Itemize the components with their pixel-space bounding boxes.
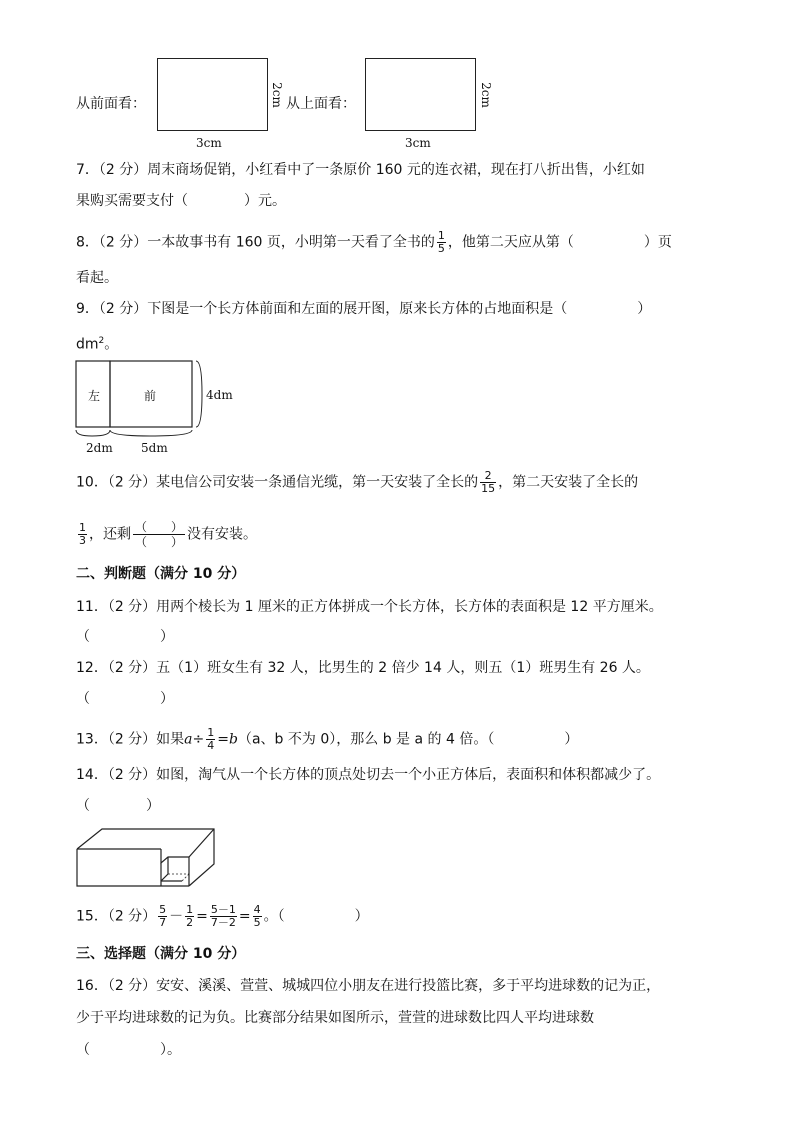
top-view-rectangle — [365, 58, 476, 131]
q15-fraction-3: $\frac{5-1}{7-2}$ — [210, 903, 236, 929]
q10-answer-blank[interactable]: （ ） （ ） — [135, 520, 184, 549]
q9-front-width-label: 5dm — [141, 441, 168, 455]
q8-text-b: ，他第二天应从第（ ）页 — [447, 234, 672, 251]
q9-front-face-label: 前 — [144, 389, 157, 403]
q12-answer-blank[interactable]: （ ） — [76, 691, 174, 707]
q12-line1: 12．（2 分）五（1）班女生有 32 人，比男生的 2 倍少 14 人，则五（1）班男生有 26 人。 — [76, 660, 650, 676]
q15-fraction-1: $\frac{5}{7}$ — [159, 903, 167, 929]
q9-left-width-label: 2dm — [86, 441, 113, 455]
q16-line2: 少于平均进球数的记为负。比赛部分结果如图所示，萱萱的进球数比四人平均进球数 — [76, 1010, 594, 1026]
q16-line1: 16．（2 分）安安、溪溪、萱萱、城城四位小朋友在进行投篮比赛，多于平均进球数的记为正， — [76, 978, 661, 994]
top-view-width-label: 3cm — [405, 136, 431, 150]
q8-line2: 看起。 — [76, 270, 118, 286]
q14-cuboid-figure — [74, 826, 224, 890]
q9-height-label: 4dm — [206, 388, 233, 402]
q14-answer-blank[interactable]: （ ） — [76, 798, 160, 814]
q8-line1 — [76, 230, 672, 255]
q9-left-face-label: 左 — [88, 389, 101, 403]
front-view-label: 从前面看： — [76, 96, 146, 112]
front-view-width-label: 3cm — [196, 136, 222, 150]
q16-answer-blank[interactable]: （ ）。 — [76, 1042, 181, 1058]
q10-fraction-2: $\frac{1}{3}$ — [79, 521, 86, 547]
q15-line: 15．（2 分） $\frac{5}{7}$ － $\frac{1}{2}$ = $\frac{5-1}{7-2}$ = $\frac{4}{5}$ 。（ ） — [76, 903, 369, 929]
q15-fraction-2: $\frac{1}{2}$ — [186, 903, 194, 929]
q14-line1: 14．（2 分）如图，淘气从一个长方体的顶点处切去一个小正方体后，表面积和体积都减少了。 — [76, 767, 661, 783]
top-view-height-label: 2cm — [478, 82, 493, 108]
q8-fraction: $\frac{1}{5}$ — [437, 229, 445, 255]
q15-fraction-4: $\frac{4}{5}$ — [253, 903, 261, 929]
q10-line2: $\frac{1}{3}$ ，还剩 （ ） （ ） 没有安装。 — [79, 520, 258, 549]
front-view-height-label: 2cm — [269, 82, 284, 108]
section-3-heading: 三、选择题（满分 10 分） — [76, 946, 246, 962]
front-view-rectangle — [157, 58, 268, 131]
q9-line1: 9．（2 分）下图是一个长方体前面和左面的展开图，原来长方体的占地面积是（ ） — [76, 301, 652, 317]
q11-answer-blank[interactable]: （ ） — [76, 629, 174, 645]
q10-line1: 10．（2 分）某电信公司安装一条通信光缆，第一天安装了全长的 $\frac{2}{15}$ ，第二天安装了全长的 — [76, 469, 639, 495]
q13-line: 13．（2 分）如果a÷ $\frac{1}{4}$ =b（a、b 不为 0），那么 b 是 a 的 4 倍。（ ） — [76, 726, 579, 752]
top-view-label: 从上面看： — [286, 96, 356, 112]
q13-fraction: $\frac{1}{4}$ — [207, 726, 215, 752]
q10-fraction-1: $\frac{2}{15}$ — [481, 469, 496, 495]
q8-text-a: 8．（2 分）一本故事书有 160 页，小明第一天看了全书的 — [76, 234, 435, 251]
q11-line1: 11．（2 分）用两个棱长为 1 厘米的正方体拼成一个长方体，长方体的表面积是 12 平方厘米。 — [76, 599, 663, 615]
section-2-heading: 二、判断题（满分 10 分） — [76, 566, 246, 582]
q9-line2: $dm^2$。 — [76, 336, 119, 353]
q7-line1: 7．（2 分）周末商场促销，小红看中了一条原价 160 元的连衣裙，现在打八折出售，小红如 — [76, 162, 645, 178]
q7-line2: 果购买需要支付（ ）元。 — [76, 193, 286, 209]
